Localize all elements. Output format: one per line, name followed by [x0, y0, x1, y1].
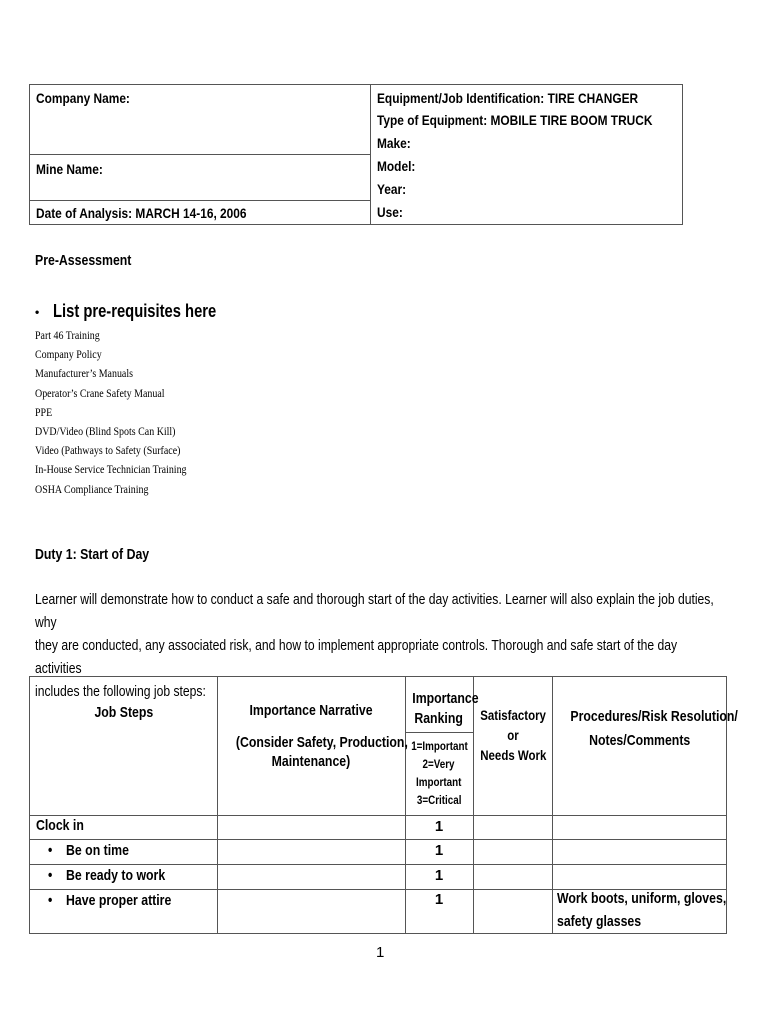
make-label: Make:	[377, 135, 411, 151]
bullet-icon: •	[48, 892, 53, 909]
duty-description-line: includes the following job steps:	[35, 683, 206, 700]
page-number: 1	[376, 944, 385, 961]
use-label: Use:	[377, 204, 403, 220]
header-importance-ranking: Importance Ranking	[412, 690, 479, 727]
ranking-subdivider	[405, 732, 473, 733]
ranking-value: 1	[434, 891, 444, 908]
list-item: OSHA Compliance Training	[35, 481, 149, 496]
job-step: Clock in	[36, 817, 84, 834]
comment: Work boots, uniform, gloves,	[557, 890, 727, 907]
bullet-icon: •	[48, 867, 53, 884]
ranking-value: 1	[434, 842, 444, 859]
list-item: Manufacturer’s Manuals	[35, 366, 134, 381]
list-item: Operator’s Crane Safety Manual	[35, 385, 165, 400]
prerequisites-list	[35, 326, 218, 499]
company-name-label: Company Name:	[36, 90, 130, 106]
duty-description-line: Learner will demonstrate how to conduct a safe and thorough start of the day activities. Learner will also explain the job duties, why	[35, 591, 714, 631]
year-label: Year:	[377, 181, 407, 197]
row-divider	[30, 839, 726, 840]
ranking-value: 1	[434, 867, 444, 884]
row-divider	[30, 864, 726, 865]
ranking-value: 1	[434, 818, 444, 835]
info-divider	[30, 154, 370, 155]
header-job-steps: Job Steps	[94, 704, 153, 721]
pre-assessment-heading: Pre-Assessment	[35, 252, 132, 269]
ranking-scale: 1=Important 2=Very Important 3=Critical	[411, 739, 468, 807]
bullet-icon: •	[48, 842, 53, 859]
prerequisites-heading-text: List pre-requisites here	[53, 301, 217, 321]
list-item: DVD/Video (Blind Spots Can Kill)	[35, 424, 176, 439]
prerequisites-heading	[35, 301, 252, 322]
list-item: Video (Pathways to Safety (Surface)	[35, 443, 181, 458]
job-step: • Be ready to work	[48, 867, 166, 884]
job-step: • Have proper attire	[48, 892, 172, 909]
list-item: PPE	[35, 404, 53, 419]
header-satisfactory: Satisfactory or Needs Work	[480, 707, 547, 763]
equipment-job-id: Equipment/Job Identification: TIRE CHANGER	[377, 90, 639, 106]
job-step: • Be on time	[48, 842, 129, 859]
info-table	[29, 84, 683, 225]
model-label: Model:	[377, 158, 416, 174]
duty-description-line: they are conducted, any associated risk, and how to implement appropriate controls. Thorough and safe start of the day activities	[35, 637, 678, 677]
info-divider	[370, 85, 371, 224]
duty-heading: Duty 1: Start of Day	[35, 546, 150, 563]
header-procedures: Procedures/Risk Resolution/ Notes/Comments	[570, 708, 738, 749]
row-divider	[30, 815, 726, 816]
type-of-equipment: Type of Equipment: MOBILE TIRE BOOM TRUCK	[377, 112, 653, 128]
header-importance-narrative: Importance Narrative (Consider Safety, Production, Maintenance)	[235, 702, 408, 770]
job-steps-table	[29, 676, 738, 934]
mine-name-label: Mine Name:	[36, 161, 103, 177]
bullet-icon: •	[35, 305, 40, 320]
comment: safety glasses	[557, 913, 642, 930]
info-divider	[30, 200, 370, 201]
list-item: Part 46 Training	[35, 328, 100, 342]
list-item: Company Policy	[35, 347, 102, 362]
list-item: In-House Service Technician Training	[35, 462, 187, 477]
date-of-analysis: Date of Analysis: MARCH 14-16, 2006	[36, 205, 247, 221]
